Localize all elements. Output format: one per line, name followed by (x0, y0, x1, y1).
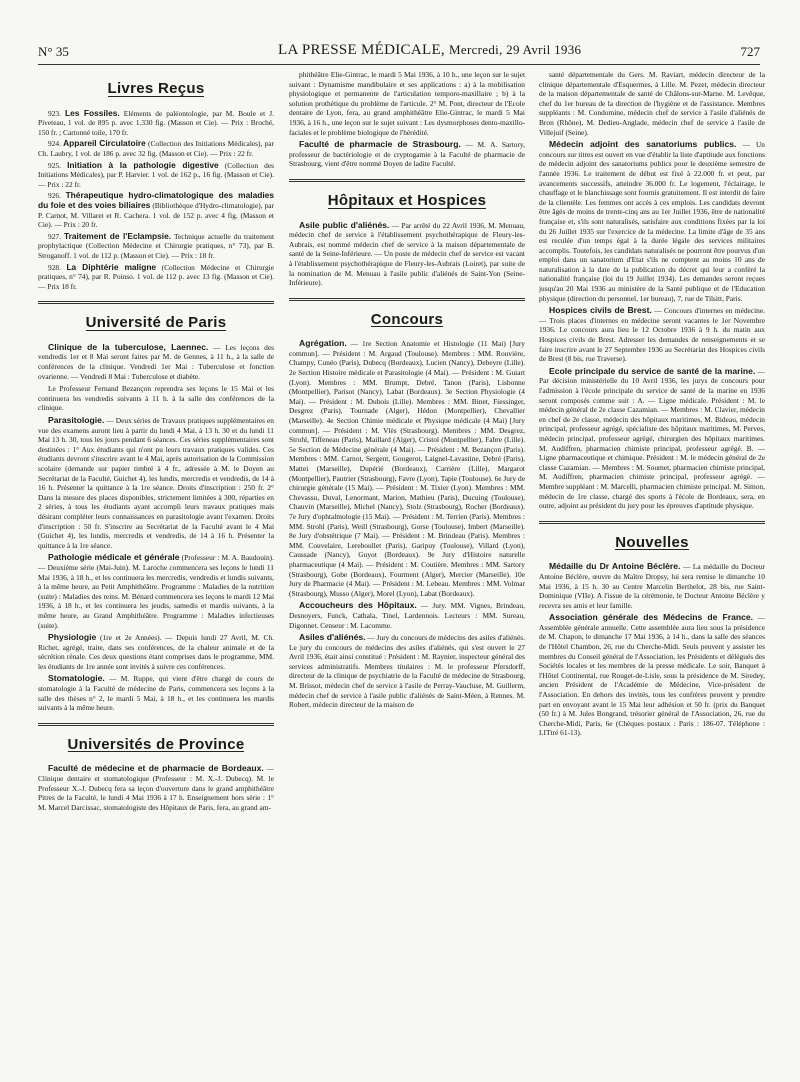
section-title-univ-province: Universités de Province (67, 735, 245, 753)
column-left (38, 70, 274, 815)
paragraph (289, 140, 525, 169)
book-title: Traitement de l'Eclampsie. (63, 230, 172, 241)
book-number: 927. (48, 231, 61, 241)
paragraph (539, 613, 765, 738)
book-details: (Collection des Initiations Médicales), par Ch. Laubry, 1 vol. de 186 p. avec 32 fig. (Masson et Cie). — Prix : 22 fr. (38, 139, 274, 158)
paragraph (539, 562, 765, 610)
hopitaux-items (289, 221, 525, 288)
section-title-concours: Concours (370, 310, 444, 328)
paragraph-text: — Un concours sur titres est ouvert en vue d'établir la liste d'aptitude aux fonctions de médecin adjoint des sanatoriums publics pour le deuxième semestre de l'année 1936. Le traitement de début est fixé à 22.000 fr. et peut, par avancements successifs, atteindre 36.000 fr. Le logement, l'éclairage, le chauffage et le blanchissage sont fournis gratuitement. Il est interdit de faire de la clientèle. Les femmes ont accès à ces emplois. Les candidats devront être âgés de moins de trente-cinq ans au 1er Juillet 1936, être de nationalité française et, s'ils sont naturalisés, satisfaire aux conditions fixées par la loi du 26 Juillet 1935 sur l'exercice de la médecine. La limite d'âge de 35 ans est reculée d'un temps égal à la durée légale des services militaires accomplis. Toutefois, les candidats naturalisés ne pourront être pourvus d'un emploi dans un sanatorium d'Etat s'ils ne comptent au moins 10 ans de naturalisation à la date de la publication du décret qui leur a conféré la nationalité française (loi du 19 Juillet 1934). Les demandes seront reçues jusqu'au 20 Mai 1936 au ministère de la Santé publique et de l'Education physique (direction du personnel, 1er bureau), 7, rue de Tilsitt, Paris. (539, 140, 765, 303)
paragraph (539, 70, 765, 137)
book-entry (38, 191, 274, 229)
book-title: Initiation à la pathologie digestive (67, 159, 219, 170)
journal-name: LA PRESSE MÉDICALE, (278, 42, 445, 58)
paragraph-text: — Deux séries de Travaux pratiques supplémentaires en vue des examens auront lieu à partir du lundi 4 Mai, à 13 h. 30 et du lundi 11 Mai 13 h. 30, tous les jours pendant 6 séances. Ces séries supplémentaires sont destinées : 1° Aux étudiants qui n'ont pu leurs travaux pratiques valides. Ces étudiants devront s'inscrire avant le 4 Mai, après autorisation de la Commission scolaire (demande sur papier timbré à 4 fr., adressée à M. le Doyen au Secrétariat de la Faculté, Guichet 4), les lundis, mercredis et vendredis, de 14 à 16 h. Présenter la quittance à la 1re séance. Droits d'inscription : 250 fr. 2° Dans la mesure des places disponibles, strictement limitées à 300, réparties en 2 séries, à tous les étudiants ayant accompli leurs travaux pratiques mais désirant compléter leurs connaissances en parasitologie avant l'examen. Droits d'inscription : 50 fr. S'inscrire au Secrétariat de la Faculté avant le 4 Mai (Guichet 4), les lundis, mercredis et vendredis, de 14 à 16 h. Présenter la quittance à la 1re séance. (38, 416, 274, 550)
section-univ-province (38, 735, 274, 753)
section-nouvelles (539, 533, 765, 551)
section-hopitaux (289, 191, 525, 209)
paragraph-heading: Faculté de médecine et de pharmacie de Bordeaux. (48, 763, 264, 774)
paragraph-heading: Faculté de pharmacie de Strasbourg. (299, 139, 461, 150)
paragraph (38, 384, 274, 413)
book-title: Appareil Circulatoire (63, 138, 146, 149)
section-title-hopitaux: Hôpitaux et Hospices (327, 191, 487, 209)
book-title: Les Fossiles. (64, 107, 120, 118)
paragraph-heading: Parasitologie. (48, 415, 105, 426)
book-details: (Bibliothèque d'Hydro-climatologie), par P. Carnot, M. Villaret et R. Cachera. 1 vol. de 152 p. avec 4 fig. (Masson et Cie). — Prix : 20 fr. (38, 200, 274, 230)
paragraph-heading: Pathologie médicale et générale (48, 552, 180, 563)
paragraph-text: — Concours d'internes en médecine. — Trois places d'internes en médecine seront vacantes le 1er Novembre 1936. Le concours aura lieu le 12 Octobre 1936 à 9 h. du matin aux Hospices civils de Brest. Adresser les demandes de renseignements et se faire inscrire avant le 27 Septembre 1936 au Secrétariat des Hospices civils de Brest (8 bis, rue Traverse). (539, 306, 765, 364)
book-details: (Collection Médecine et Chirurgie pratiques, n° 74), par R. Poinso. 1 vol. de 112 p. avec 13 fig. (Masson et Cie). — Prix 18 fr. (38, 262, 274, 291)
paragraph (539, 367, 765, 511)
paragraph (38, 553, 274, 630)
section-title-nouvelles: Nouvelles (615, 533, 689, 551)
paragraph-text: — Jury du concours de médecins des asiles d'aliénés. Le jury du concours de médecins des asiles d'aliénés, qui s'est ouvert le 27 Avril 1936, était ainsi constitué : Président : M. Raynier, inspecteur général des services administratifs. Membres titulaires : M. le professeur Pfersdorff, directeur de la clinique de psychiatrie de la Faculté de médecine de Strasbourg, M. Brissot, médecin chef de service à l'asile de Perray-Vaucluse, M. Guillerm, médecin chef de service à l'asile public d'aliénés de Saint-Méen, à Rennes. M. Robert, médecin directeur de la maison de (289, 633, 525, 710)
concours-items (289, 339, 525, 710)
paragraph-text: — Jury. MM. Vignes, Brindeau, Desnoyers, Funck, Cathala, Tinel, Lardennois. Lecteurs : MM. Sureau, Digonnet. Censeur : M. Lacomme. (289, 601, 525, 630)
section-title-univ-paris: Université de Paris (85, 314, 227, 332)
book-details: Technique actuelle du traitement prophylactique (Collection Médecine et Chirurgie pratiques, n° 73), par B. Stroganoff. 1 vol. de 112 p. (Masson et Cie). — Prix : 18 fr. (38, 231, 275, 260)
section-concours (289, 310, 525, 328)
paragraph-text: (1re et 2e Années). — Depuis lundi 27 Avril, M. Ch. Richet, agrégé, traite, dans ses conférences, de la chaleur animale et de la sécrétion rénale. Ces deux questions étant comprises dans le programme, MM. les étudiants de 1re année sont invités à suivre ces conférences. (38, 633, 274, 671)
column-right (539, 70, 765, 741)
paragraph-text: (Professeur : M. A. Baudouin). — Deuxième série (Mai-Juin). M. Laroche commencera ses leçons le lundi 11 Mai 1936, à 18 h., et les continuera les mercredis, vendredis et lundis suivants, à la même heure, au Petit Amphithéâtre. Programme : Maladies de la nutrition (suite) : Maladies des reins. M. Bénard commencera ses leçons le mardi 12 Mai 1936, à 18 h., et les continuera les jeudis, samedis et mardis suivants, à la même heure, au Grand Amphithéâtre. Programme : Maladies infectieuses (suite). (38, 553, 274, 630)
divider (38, 723, 274, 726)
paragraph (289, 601, 525, 630)
page-number-left: N° 35 (38, 44, 69, 59)
issue-date: Mercredi, 29 Avril 1936 (449, 42, 582, 57)
journal-title (278, 42, 581, 59)
paragraph-heading: Physiologie (48, 632, 97, 643)
book-entry (38, 161, 274, 190)
paris-items (38, 343, 274, 713)
paragraph-text: Le Professeur Fernand Bezançon reprendra ses leçons le 15 Mai et les continuera les vendredis suivants à 11 h. à la salle des conférences de la clinique. (38, 384, 274, 413)
column-middle (289, 70, 525, 713)
divider (289, 298, 525, 301)
book-number: 923. (48, 108, 61, 118)
paragraph (539, 306, 765, 364)
paragraph-text: — Clinique dentaire et stomatologique (Professeur : M. X.-J. Dubecq). M. le Professeur X.-J. Dubecq fera sa leçon d'ouverture dans le grand amphithéâtre Pitres de la Faculté, le lundi 4 Mai 1936 à 17 h. Enseignement hors série : 1° M. Marcel Darcissac, stomatologiste des Hôpitaux de Paris, fera, au grand am- (38, 764, 274, 812)
book-details: (Collection des Initiations Médicales), par P. Harvier. 1 vol. de 162 p., 16 fig. (Masson et Cie). — Prix : 22 fr. (38, 160, 274, 189)
book-title: Thérapeutique hydro-climatologique des maladies du foie et des voies biliaires (38, 190, 274, 210)
paragraph-text: — Assemblée générale annuelle. Cette assemblée aura lieu sous la présidence de M. Chapon, le dimanche 17 Mai 1936, à 14 h., dans la salle des séances de l'Hôtel Chambon, 26, rue du Cherche-Midi. Seuls peuvent y assister les membres du Conseil général de l'Association, les Présidents et délégués des Sociétés locales et les membres de la presse médicale. Le soir, Banquet à l'Hôtel Continental, rue Rouget-de-Lisle, sous la présidence de M. Siredey, ancien Président de l'Académie de Médecine, Vice-président de l'Association. En dehors des invités, tous les confrères peuvent y prendre part en envoyant avant le 15 Mai leur adhésion et 50 fr. (prix du Banquet (50 fr.) à M. Jules Bongrand, trésorier général de l'Association, 26, rue du Cherche-Midi, Paris, 6e (Chèques postaux : Paris : 186-07. Téléphone : LITtré 61-13). (539, 613, 765, 738)
book-title: La Diphtérie maligne (66, 261, 157, 272)
section-univ-paris (38, 314, 274, 332)
paragraph (38, 674, 274, 712)
paragraph-heading: Médecin adjoint des sanatoriums publics. (549, 139, 737, 150)
paragraph-heading: Agrégation. (299, 338, 347, 349)
book-entry (38, 232, 274, 261)
continuation-items (289, 70, 525, 169)
paragraph (38, 764, 274, 812)
book-entry (38, 109, 274, 138)
nouvelles-items (539, 562, 765, 738)
book-list (38, 109, 274, 292)
book-entry (38, 139, 274, 158)
paragraph-heading: Clinique de la tuberculose, Laennec. (48, 341, 209, 352)
paragraph (539, 140, 765, 303)
paragraph-text: — M. Ruppe, qui vient d'être chargé de cours de stomatologie à la Faculté de médecine de Paris, commencera ses leçons à la salle des thèses n° 2, le mardi 5 Mai, à 18 h., et les continuera les mardis suivants à la même heure. (38, 674, 274, 713)
paragraph (38, 633, 274, 671)
paragraph-text: — Par arrêté du 22 Avril 1936, M. Menuau, médecin chef de service à l'établissement psychothérapique de Fleury-les-Aubrais, est nommé médecin chef de service à la maison départementale de santé de la Seine-Inférieure. — Un poste de médecin chef de service est vacant à l'établissement psychothérapique de Fleury-les-Aubrais (Loiret), par suite de la nomination de M. Menuau à l'asile public d'aliénés de Saint-Yon (Seine-Inférieure). (289, 220, 525, 288)
paragraph-text: — M. A. Sartory, professeur de bactériologie et de cryptogamie à la Faculté de pharmacie de Strasbourg, vient d'être nommé Doyen de ladite Faculté. (289, 140, 525, 169)
paragraph (38, 416, 274, 550)
paragraph-heading: Asiles d'aliénés. (299, 632, 366, 643)
paragraph (38, 343, 274, 381)
section-title-livres: Livres Reçus (107, 80, 205, 97)
paragraph-heading: Ecole principale du service de santé de la marine. (549, 365, 756, 376)
paragraph-text: — Par décision ministérielle du 10 Avril 1936, les jurys de concours pour l'admission à l'école principale du service de santé de la marine en 1936 seront composés comme suit : A. — Ligne médicale. Président : M. le médecin général de 2e classe Cazamian. — Membres : M. Clavier, médecin en chef de 2e classe, médecin des hôpitaux maritimes, M. Bideau, médecin principal, professeur agrégé, spécialiste des hôpitaux maritimes, M. Perves, médecin principal, professeur agrégé, chirurgien des hôpitaux maritimes. M. Audiffren, pharmacien chimiste principal, professeur agrégé. B. — Ligne pharmaceutique et chimique. Président : M. le médecin général de 2e classe Cazamian. — Membres : M. Soumet, pharmacien chimiste principal, M. Audiffren, pharmacien chimiste principal, professeur agrégé. — Membre suppléant : M. Marcelli, pharmacien chimiste principal. M. Simon, médecin de 1re classe, chargé des sports à l'école de Bordeaux, sera, en outre, adjoint au président du jury pour les épreuves d'aptitude physique. (539, 366, 765, 511)
paragraph-heading: Accoucheurs des Hôpitaux. (299, 600, 417, 611)
page-header (38, 42, 760, 65)
paragraph (289, 70, 525, 137)
paragraph-heading: Asile public d'aliénés. (299, 219, 390, 230)
paragraph-text: santé départementale du Gers. M. Raviart, médecin directeur de la clinique départementale d'Esquermes, à Lille. M. Pezet, médecin directeur de la maison départementale de santé de Châlons-sur-Marne. M. Levêque, chef du 1er bureau de la direction de l'hygiène et de l'assistance. Membres suppléants : M. Condomine, médecin chef de service à l'asile d'aliénés de Bron (Rhône), M. Dedieu-Anglade, médecin chef de service à l'asile de Villejuif (Seine). (539, 70, 765, 137)
paragraph (289, 633, 525, 710)
paragraph-text: — La médaille du Docteur Antoine Béclère, œuvre du Maître Dropsy, lui sera remise le dimanche 10 Mai 1936, à 15 h. 30 au Centre Marcelin Berthelot, 28 bis, rue Saint-Dominique (VIIe). A l'issue de la cérémonie, le Docteur Antoine Béclère y recevra ses amis et leur famille. (539, 562, 765, 610)
book-number: 924. (48, 139, 61, 149)
paragraph-heading: Association générale des Médecins de France. (549, 612, 754, 623)
paragraph-text: phithéâtre Elie-Gintrac, le mardi 5 Mai 1936, à 10 h., une leçon sur le sujet suivant : Dynamisme mandibulaire et ses applications : a) à la mobilisation physiologique et permanente de l'articulation temporo-maxillaire ; b) à la solution prothétique du problème de l'articule. 2° M. Pont, directeur de l'Ecole dentaire de Lyon, fera, au grand amphithéâtre Elie-Gintrac, le mardi 5 Mai 1936, à 16 h., une leçon sur le sujet suivant : Les dysmorphoses dento-maxillo-faciales et le problème biologique de l'hérédité. (289, 70, 525, 137)
page-number-right: 727 (740, 44, 760, 59)
book-entry (38, 263, 274, 292)
paragraph (289, 339, 525, 598)
divider (289, 179, 525, 182)
paragraph (289, 221, 525, 288)
right-column-items (539, 70, 765, 511)
book-number: 926. (48, 191, 61, 201)
paragraph-text: — 1re Section Anatomie et Histologie (11 Mai) [Jury commun]. — Président : M. Argaud (Toulouse). Membres : MM. Rouvière, Champy, Cunéo (Paris), Dubecq (Bordeaux), Lucien (Nancy), Debeyre (Lille). 2e Section Histoire médicale et Parasitologie (4 Mai). — Président : M. Guiart (Lyon). Membres : MM. Brumpt, Debré, Tanon (Paris), Lisbonne (Montpellier), Parisot (Nancy), Labat (Bordeaux). 3e Section Physiologie (4 Mai). — Président : M. Dubois (Lille). Membres : MM. Binet, Fiessinger, Desgrez (Paris), Tournade (Alger), Hédon (Montpellier), Chevallier (Marseille). 4e Section Chimie médicale et Physique médicale (4 Mai) [Jury commun]. — Président : M. Vlès (Strasbourg). Membres : MM. Desgrez, Strohl, Tiffeneau (Paris), Maillard (Alger), Cristol (Montpellier), Fabre (Lille). 5e Section de Médecine générale (4 Mai). — Président : M. Bezançon (Paris). Membres : MM. Carnot, Sergent, Gougerot, Laignel-Lavastine, Debré (Paris), Mattei (Marseille), Dupérié (Bordeaux), Carrière (Lille), Margarot (Montpellier), Pautrier (Strasbourg), Favre (Lyon), Tapie (Toulouse). 6e Jury de chirurgie générale (15 Mai). — Président : M. Tixier (Lyon). Membres : MM. Chevassu, Duval, Lenormant, Marion, Mathieu (Paris), Ducuing (Toulouse), Chauvin (Marseille), Michel (Nancy), Stolz (Strasbourg), Rocher (Bordeaux). 7e Jury d'ophtalmologie (15 Mai). — Président : M. Terrien (Paris). Membres : MM. Strohl (Paris), Weill (Strasbourg), Gorse (Toulouse), Imbert (Marseille). 8e Jury d'obstétrique (7 Mai). — Président : M. Brindeau (Paris). Membres : MM. Couvelaire, Lereboullet (Paris), Garipuy (Toulouse), Villard (Lyon), Caussade (Nancy), Guyot (Bordeaux). 9e Jury d'Histoire naturelle pharmaceutique (4 Mai). — Président : M. Coutière. Membres : MM. Sartory (Strasbourg), Gobe (Bordeaux), Fourment (Alger), Mercier (Marseille). 10e Jury de Pharmacie (4 Mai). — Président : M. Lebeau. Membres : MM. Volmar (Strasbourg), Musso (Alger), Morel (Lyon), Labat (Bordeaux). (289, 339, 525, 598)
section-livres (38, 80, 274, 97)
province-items (38, 764, 274, 812)
paragraph-text: — Les leçons des vendredis 1er et 8 Mai seront faites par M. de Gennes, à 11 h., à la salle de conférences de la clinique. Vendredi 1er Mai : Tuberculose et fonction ovarienne. — Vendredi 8 Mai : Tuberculose et diabète. (38, 342, 274, 381)
book-number: 928. (48, 262, 61, 272)
divider (38, 301, 274, 304)
paragraph-heading: Médaille du Dr Antoine Béclère. (549, 561, 681, 572)
divider (539, 521, 765, 524)
paragraph-heading: Hospices civils de Brest. (549, 305, 652, 316)
paragraph-heading: Stomatologie. (48, 673, 105, 684)
book-number: 925. (48, 160, 61, 170)
book-details: Eléments de paléontologie, par M. Boule et J. Piveteau, 1 vol. de 895 p. avec 1.330 fig. (Masson et Cie). — Prix : Broché, 150 fr. ; Cartonné toile, 170 fr. (38, 108, 274, 137)
